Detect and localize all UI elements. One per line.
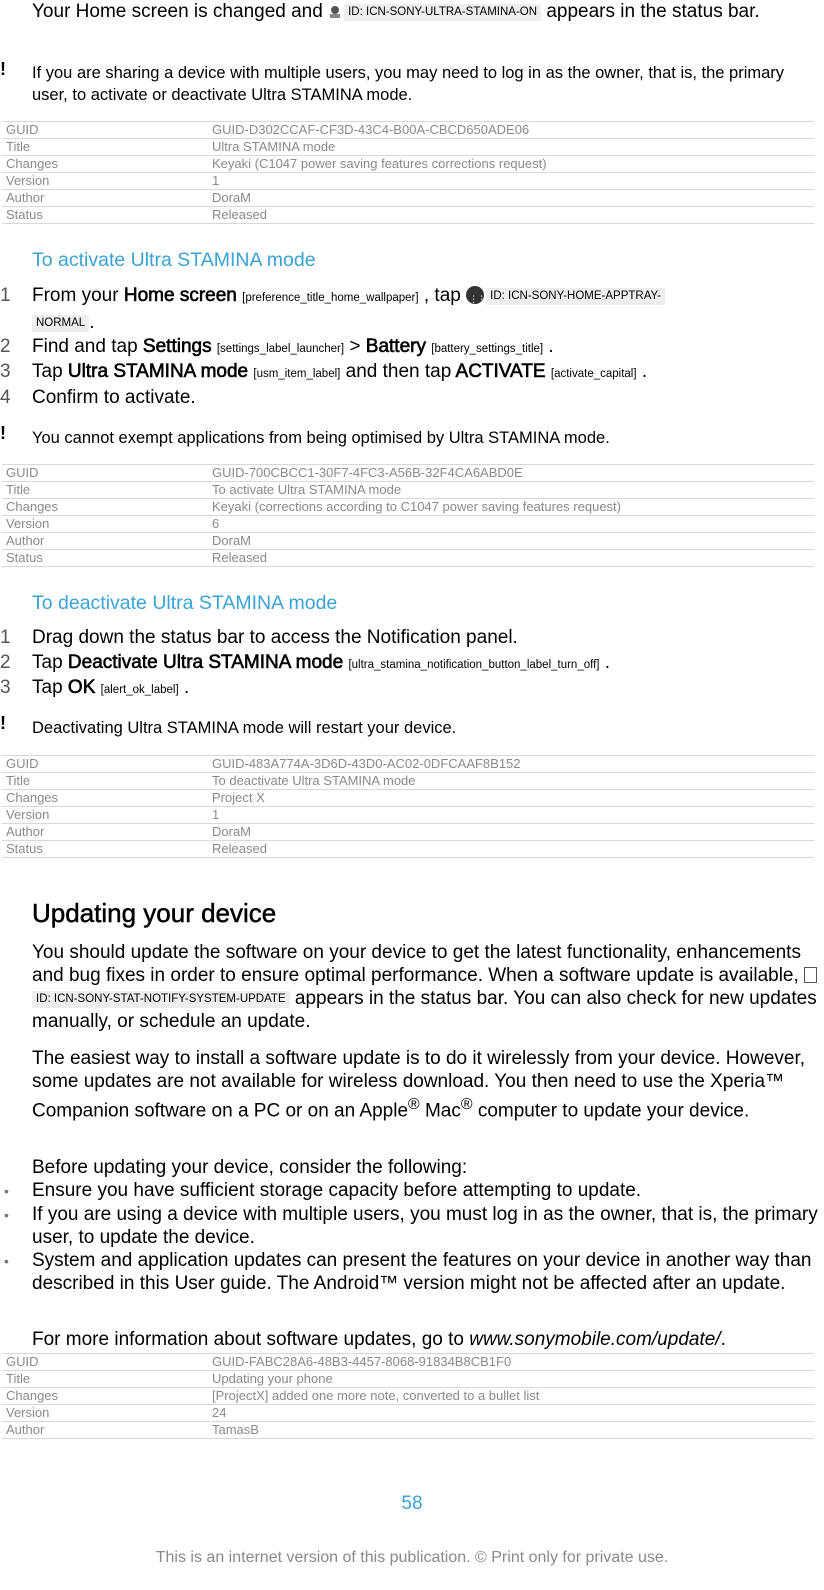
icon-id-tag: ID: ICN-SONY-HOME-APPTRAY- [486, 288, 665, 305]
app-tray-icon [466, 286, 484, 304]
sonymobile-update-link[interactable]: www.sonymobile.com/update/ [469, 1329, 721, 1350]
more-info-paragraph: For more information about software updates, go to www.sonymobile.com/update/. [32, 1329, 726, 1350]
bullet-item: If you are using a device with multiple users, you must log in as the owner, that is, the primary user, to update the device. [32, 1204, 818, 1248]
bullet-mark: • [4, 1207, 9, 1223]
deactivate-heading: To deactivate Ultra STAMINA mode [32, 592, 338, 614]
metadata-table-1 [2, 121, 814, 224]
bullet-item: System and application updates can present the features on your device in another way than described in this User guide. The Android™ version might not be affected after an update. [32, 1250, 812, 1294]
icon-id-tag: ID: ICN-SONY-STAT-NOTIFY-SYSTEM-UPDATE [32, 991, 290, 1008]
table-row: Version 6 [2, 516, 814, 533]
step-number: 1 [0, 285, 11, 306]
table-row: GUID GUID-483A774A-3D6D-43D0-AC02-0DFCAAF8B152 [2, 756, 814, 773]
step-number: 4 [0, 387, 11, 408]
table-row: Author DoraM [2, 824, 814, 841]
table-row: GUID GUID-FABC28A6-48B3-4457-8068-91834B8CB1F0 [2, 1354, 814, 1371]
home-screen-label: Home screen [123, 285, 237, 306]
step-number: 3 [0, 677, 11, 698]
table-row: Changes Project X [2, 790, 814, 807]
ultra-stamina-icon [328, 5, 342, 19]
bullet-item: Ensure you have sufficient storage capacity before attempting to update. [32, 1180, 642, 1201]
intro-text: Your Home screen is changed and [32, 1, 323, 22]
metadata-table-2 [2, 464, 814, 567]
table-row: Author DoraM [2, 533, 814, 550]
updating-paragraph-1: You should update the software on your device to get the latest functionality, enhancements and bug fixes in order to ensure optimal performance. When a software update is available, ID: ICN-SONY-STAT-NOTIFY-SYSTEM-UPDATE appears in the status bar. You can also check for new updates manually, or schedule an update. [32, 942, 817, 1032]
intro-paragraph [32, 0, 822, 23]
ultra-stamina-label: Ultra STAMINA mode [67, 361, 249, 382]
table-row: Title Updating your phone [2, 1371, 814, 1388]
metadata-table-3 [2, 755, 814, 858]
metadata-table-4 [2, 1353, 814, 1439]
step-number: 2 [0, 652, 11, 673]
table-row: Changes [ProjectX] added one more note, converted to a bullet list [2, 1388, 814, 1405]
table-row: Status Released [2, 841, 814, 858]
warning-icon: ! [0, 59, 6, 79]
updating-paragraph-2: The easiest way to install a software update is to do it wirelessly from your device. However, some updates are not available for wireless download. You then need to use the Xperia™ Companion software on a PC or on an Apple® Mac® computer to update your device. [32, 1048, 806, 1122]
warning-icon: ! [0, 713, 6, 733]
table-row: Changes Keyaki (corrections according to C1047 power saving features request) [2, 499, 814, 516]
ok-label: OK [67, 677, 96, 698]
system-update-icon [804, 967, 817, 983]
note-multi-user: If you are sharing a device with multiple users, you may need to log in as the owner, that is, the primary user, to activate or deactivate Ultra STAMINA mode. [32, 64, 785, 104]
icon-id-tag: ID: ICN-SONY-ULTRA-STAMINA-ON [344, 4, 541, 21]
table-row: GUID GUID-700CBCC1-30F7-4FC3-A56B-32F4CA6ABD0E [2, 465, 814, 482]
table-row: Status Released [2, 550, 814, 567]
table-row: Version 1 [2, 807, 814, 824]
table-row: Title Ultra STAMINA mode [2, 139, 814, 156]
table-row: Title To deactivate Ultra STAMINA mode [2, 773, 814, 790]
note-restart: Deactivating Ultra STAMINA mode will restart your device. [32, 719, 457, 737]
table-row: Version 24 [2, 1405, 814, 1422]
warning-icon: ! [0, 423, 6, 443]
step-number: 1 [0, 627, 11, 648]
bullet-mark: • [4, 1253, 9, 1269]
footer-note: This is an internet version of this publication. © Print only for private use. [155, 1549, 669, 1566]
activate-label: ACTIVATE [455, 361, 546, 382]
updating-heading: Updating your device [32, 898, 277, 928]
step-number: 2 [0, 336, 11, 357]
activate-heading: To activate Ultra STAMINA mode [32, 249, 316, 271]
intro-text-after: appears in the status bar. [546, 1, 760, 22]
table-row: Title To activate Ultra STAMINA mode [2, 482, 814, 499]
table-row: Author DoraM [2, 190, 814, 207]
settings-label: Settings [142, 336, 212, 357]
bullet-mark: • [4, 1183, 9, 1199]
table-row: GUID GUID-D302CCAF-CF3D-43C4-B00A-CBCD650ADE06 [2, 122, 814, 139]
icon-id-tag: NORMAL [32, 315, 89, 332]
updating-paragraph-3: Before updating your device, consider the following: [32, 1157, 468, 1178]
table-row: Changes Keyaki (C1047 power saving features corrections request) [2, 156, 814, 173]
battery-label: Battery [365, 336, 426, 357]
table-row: Status Released [2, 207, 814, 224]
step-number: 3 [0, 361, 11, 382]
table-row: Author TamasB [2, 1422, 814, 1439]
table-row: Version 1 [2, 173, 814, 190]
deactivate-label: Deactivate Ultra STAMINA mode [67, 652, 344, 673]
page-number: 58 [401, 1493, 423, 1514]
note-exempt: You cannot exempt applications from being optimised by Ultra STAMINA mode. [32, 429, 610, 447]
